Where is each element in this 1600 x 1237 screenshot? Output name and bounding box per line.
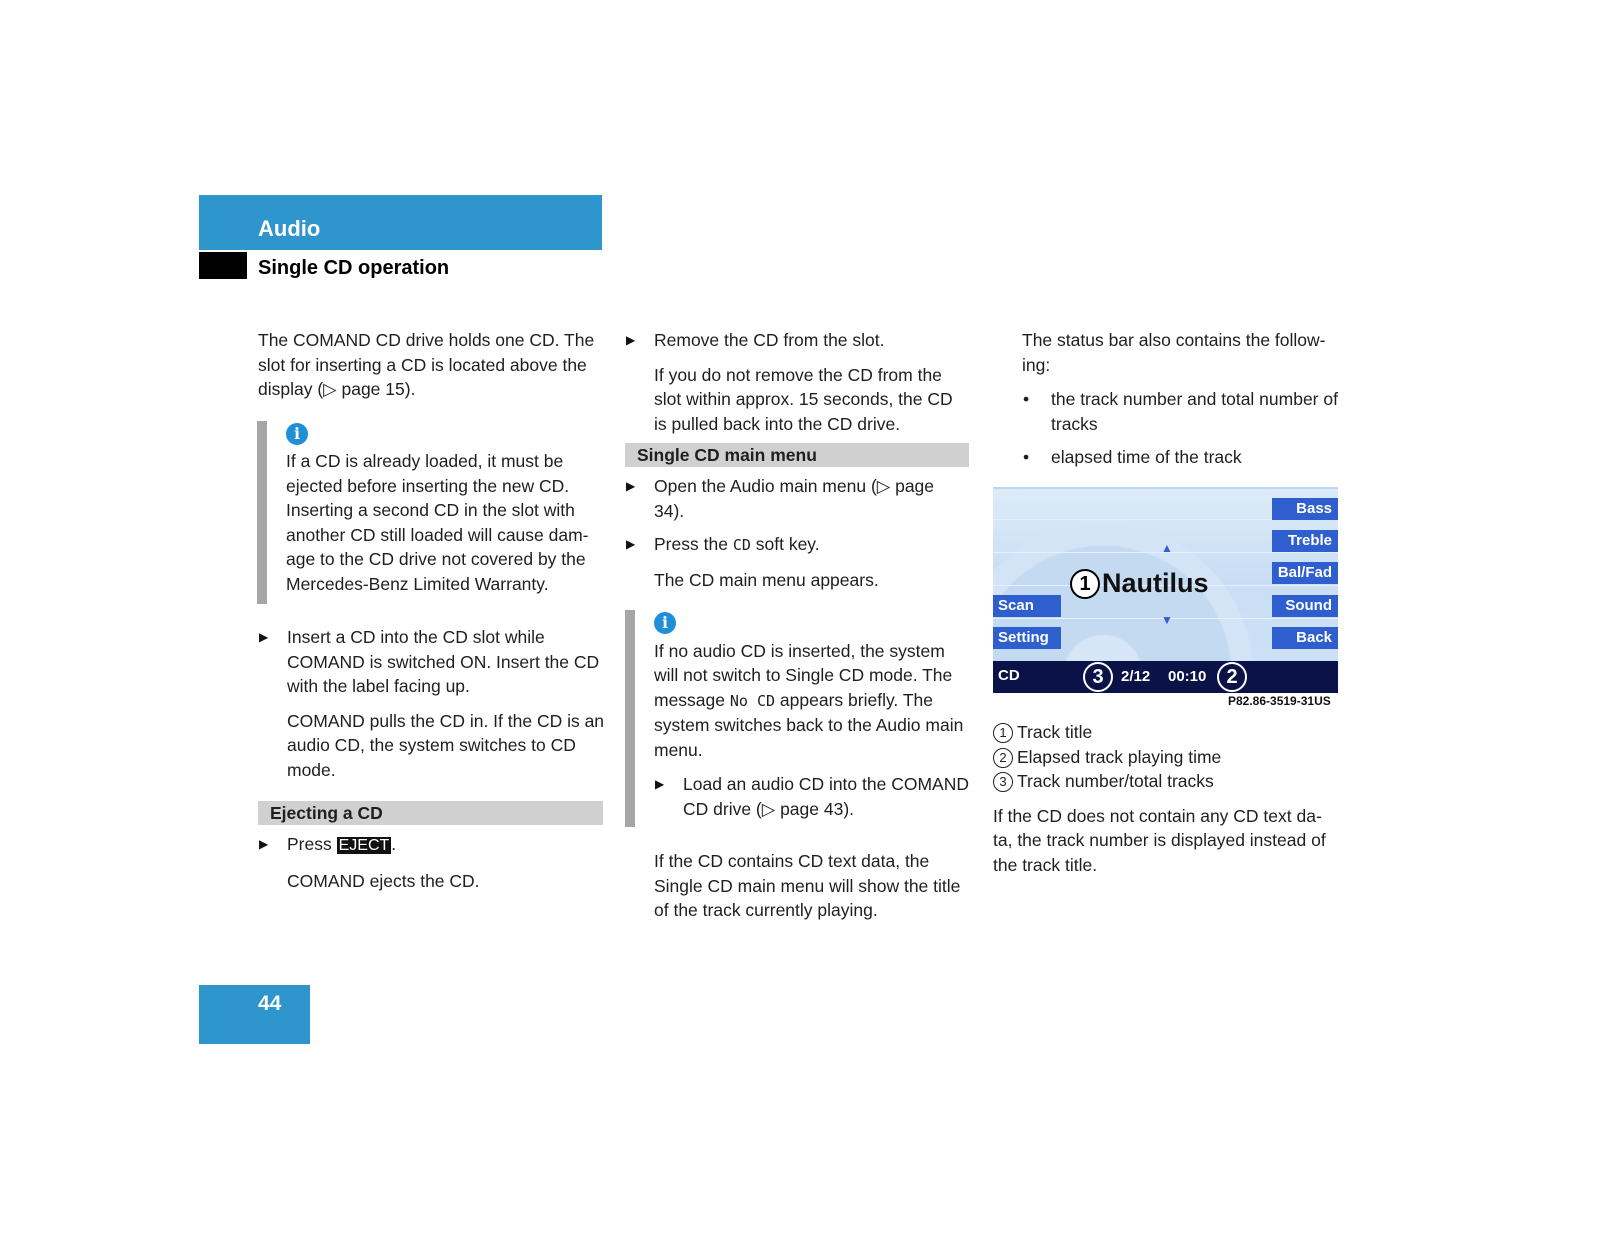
no-text-paragraph: If the CD does not contain any CD text da-ta, the track number is displayed instead of the track title. [993, 805, 1326, 875]
softkey-scan[interactable]: Scan [993, 595, 1061, 617]
info-note-text: If a CD is already loaded, it must be ejected before inserting the new CD. Inserting a second CD in the slot with another CD still loaded will cause dam-age to the CD drive not covered by the Mercedes-Benz Limited Warranty. [286, 451, 589, 594]
page-number-box [199, 985, 310, 1044]
softkey-back[interactable]: Back [1272, 627, 1338, 649]
softkey-sound[interactable]: Sound [1272, 595, 1338, 617]
info-text-post: appears briefly. The system switches back to the Audio main menu. [654, 689, 964, 760]
step-remove [626, 328, 969, 353]
info-icon: i [654, 612, 676, 634]
remove-note: If you do not remove the CD from the slot within approx. 15 seconds, the CD is pulled back into the CD drive. [654, 364, 953, 434]
column-3 [1022, 328, 1342, 470]
bullet-text: elapsed time of the track [1051, 447, 1242, 467]
step-arrow-icon: ▶ [259, 630, 269, 644]
step-arrow-icon: ▶ [626, 479, 636, 493]
step-insert [259, 625, 606, 699]
legend-number: 2 [993, 748, 1013, 768]
status-intro: The status bar also contains the follow-ing: [1022, 330, 1326, 375]
column-2 [625, 328, 969, 923]
step-open-menu [626, 474, 969, 523]
cd-text-paragraph: If the CD contains CD text data, the Single CD main menu will show the title of the track currently playing. [654, 851, 961, 920]
status-time: 00:10 [1168, 668, 1207, 685]
step-insert-text: Insert a CD into the CD slot while COMAND is switched ON. Insert the CD with the label facing up. [287, 627, 600, 696]
status-track: 2/12 [1121, 668, 1151, 685]
page-number: 44 [258, 992, 282, 1015]
step-open-text: Open the Audio main menu (▷ page 34). [654, 476, 935, 521]
press-cd-pre: Press the [654, 534, 728, 554]
legend-text: Elapsed track playing time [1017, 746, 1222, 767]
info-icon: i [286, 423, 308, 445]
press-label: Press [287, 834, 332, 854]
callout-2: 2 [1217, 662, 1247, 692]
press-cd-post: soft key. [755, 534, 820, 554]
main-menu-heading: Single CD main menu [625, 443, 969, 467]
step-load-text: Load an audio CD into the COMAND CD drive (▷ page 43). [683, 774, 969, 819]
eject-result: COMAND ejects the CD. [287, 870, 480, 891]
legend-text: Track number/total tracks [1017, 771, 1214, 791]
legend-item [993, 720, 1338, 745]
section-title: Single CD operation [258, 257, 450, 279]
step-arrow-icon: ▶ [259, 837, 269, 851]
bullet-item [1023, 387, 1342, 436]
bullet-item [1023, 445, 1342, 470]
status-bar [993, 661, 1338, 693]
track-title-row [1070, 568, 1209, 599]
callout-1: 1 [1070, 569, 1100, 599]
step-arrow-icon: ▶ [655, 777, 665, 791]
legend-text: Track title [1017, 722, 1093, 742]
step-press-cd [626, 532, 969, 558]
bullet-dot: • [1023, 389, 1030, 409]
scroll-down-icon[interactable]: ▼ [1161, 613, 1173, 627]
step-arrow-icon: ▶ [626, 537, 636, 551]
ejecting-heading: Ejecting a CD [258, 801, 603, 825]
bullet-dot: • [1023, 447, 1030, 467]
legend-number: 1 [993, 723, 1013, 743]
softkey-treble[interactable]: Treble [1272, 530, 1338, 552]
legend-number: 3 [993, 772, 1013, 792]
softkey-bass[interactable]: Bass [1272, 498, 1338, 520]
step-remove-text: Remove the CD from the slot. [654, 330, 885, 350]
scroll-up-icon[interactable]: ▲ [1161, 541, 1173, 555]
info-note [257, 421, 606, 605]
bullet-text: the track number and total number of tracks [1051, 389, 1338, 434]
no-cd-message: No CD [729, 691, 776, 710]
callout-3: 3 [1083, 662, 1113, 692]
legend-item [993, 769, 1338, 794]
press-end: . [391, 834, 397, 854]
info-note-2 [625, 610, 969, 827]
step-eject [259, 832, 606, 859]
softkey-balfad[interactable]: Bal/Fad [1272, 562, 1338, 584]
cd-softkey-label: CD [732, 536, 751, 554]
figure-code: P82.86-3519-31US [1228, 694, 1331, 708]
info-note-2-text [654, 639, 969, 763]
step-arrow-icon: ▶ [626, 333, 636, 347]
status-mode: CD [998, 667, 1020, 684]
chapter-title: Audio [258, 216, 321, 241]
step-load-cd [655, 772, 969, 821]
softkey-setting[interactable]: Setting [993, 627, 1061, 649]
legend-item [993, 745, 1338, 770]
cd-display-figure [993, 487, 1338, 693]
eject-key: EJECT [338, 837, 390, 854]
track-title: Nautilus [1102, 568, 1209, 598]
column-1 [258, 328, 606, 893]
menu-appears: The CD main menu appears. [654, 569, 879, 590]
figure-legend [993, 720, 1338, 877]
intro-paragraph: The COMAND CD drive holds one CD. The slot for inserting a CD is located above the display (▷ page 15). [258, 330, 595, 399]
insert-result: COMAND pulls the CD in. If the CD is an audio CD, the system switches to CD mode. [287, 710, 605, 780]
info-text-pre: If no audio CD is inserted, the system will not switch to Single CD mode. The message [654, 640, 953, 710]
section-marker [199, 252, 247, 279]
